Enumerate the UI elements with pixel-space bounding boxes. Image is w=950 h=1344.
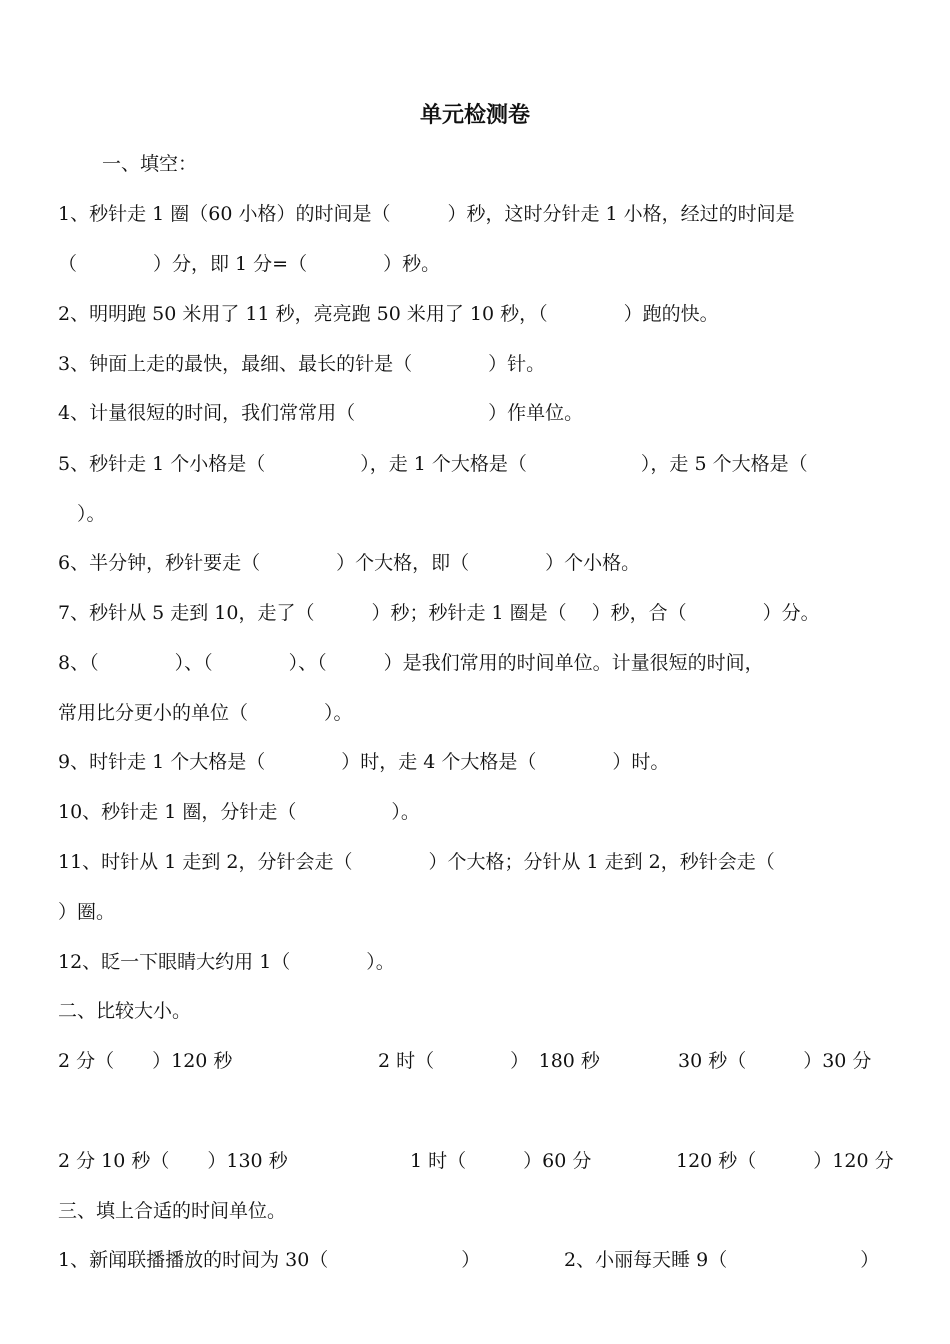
question-line: 3、钟面上走的最快，最细、最长的针是（ ）针。 [58,353,546,375]
question-line: 11、时针从 1 走到 2，分针会走（ ）个大格；分针从 1 走到 2，秒针会走（ [58,851,775,873]
question-line: 6、半分钟，秒针要走（ ）个大格，即（ ）个小格。 [58,552,641,574]
question-line: 9、时针走 1 个大格是（ ）时，走 4 个大格是（ ）时。 [58,751,670,773]
time-unit-row [58,1246,898,1274]
worksheet-title: 单元检测卷 [419,103,530,128]
compare-row [58,1147,898,1175]
section-heading-fill-blank: 一、填空： [102,153,198,175]
question-line: 12、眨一下眼睛大约用 1（ ）。 [58,951,395,973]
question-line: 7、秒针从 5 走到 10，走了（ ）秒；秒针走 1 圈是（ ）秒，合（ ）分。 [58,602,820,624]
question-line: ）。 [58,503,106,525]
time-unit-item: 2、小丽每天睡 9（ ） [564,1249,880,1271]
question-line: 10、秒针走 1 圈，分针走（ ）。 [58,801,420,823]
compare-row [58,1047,898,1075]
compare-item: 2 时（ ） 180 秒 [378,1050,600,1072]
question-line: 5、秒针走 1 个小格是（ ），走 1 个大格是（ ），走 5 个大格是（ [58,453,808,475]
question-line: （ ）分，即 1 分=（ ）秒。 [58,253,441,275]
question-line: 4、计量很短的时间，我们常常用（ ）作单位。 [58,402,584,424]
section-heading-compare: 二、比较大小。 [58,1000,192,1022]
compare-item: 120 秒（ ）120 分 [676,1150,894,1172]
compare-item: 30 秒（ ）30 分 [678,1050,872,1072]
compare-item: 1 时（ ）60 分 [410,1150,592,1172]
question-line: 常用比分更小的单位（ ）。 [58,702,353,724]
question-line: 2、明明跑 50 米用了 11 秒，亮亮跑 50 米用了 10 秒，（ ）跑的快。 [58,303,719,325]
compare-item: 2 分（ ）120 秒 [58,1050,233,1072]
question-line: ）圈。 [58,901,116,923]
time-unit-item: 1、新闻联播播放的时间为 30（ ） [58,1249,481,1271]
question-line: 8、（ ）、（ ）、（ ）是我们常用的时间单位。计量很短的时间， [58,652,764,674]
section-heading-time-units: 三、填上合适的时间单位。 [58,1200,287,1222]
compare-item: 2 分 10 秒（ ）130 秒 [58,1150,288,1172]
question-line: 1、秒针走 1 圈（60 小格）的时间是（ ）秒，这时分针走 1 小格，经过的时间是 [58,203,795,225]
